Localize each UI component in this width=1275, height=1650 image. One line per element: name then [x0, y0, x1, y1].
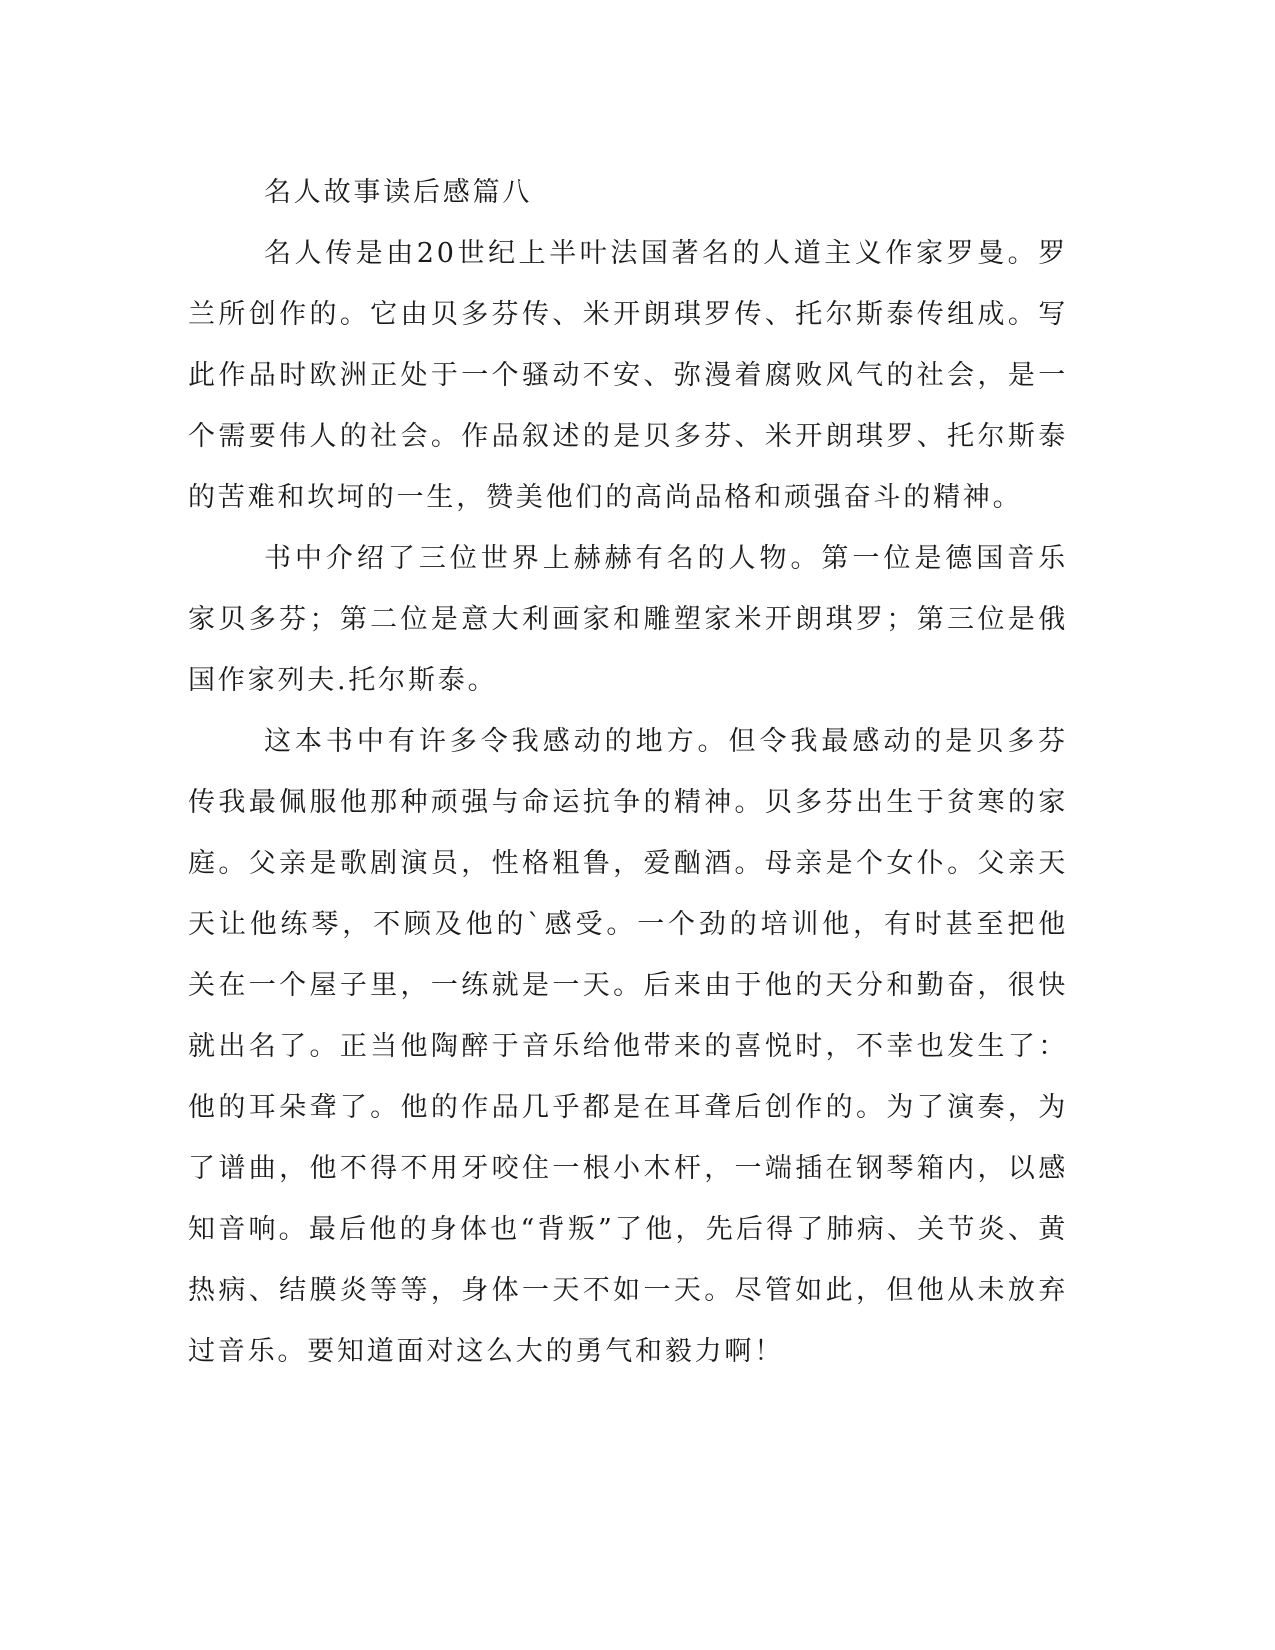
document-body — [188, 162, 1068, 1382]
paragraph-beethoven: 这本书中有许多令我感动的地方。但令我最感动的是贝多芬传我最佩服他那种顽强与命运抗争的精神。贝多芬出生于贫寒的家庭。父亲是歌剧演员，性格粗鲁，爱酗酒。母亲是个女仆。父亲天天让他练琴，不顾及他的`感受。一个劲的培训他，有时甚至把他关在一个屋子里，一练就是一天。后来由于他的天分和勤奋，很快就出名了。正当他陶醉于音乐给他带来的喜悦时，不幸也发生了：他的耳朵聋了。他的作品几乎都是在耳聋后创作的。为了演奏，为了谱曲，他不得不用牙咬住一根小木杆，一端插在钢琴箱内，以感知音响。最后他的身体也“背叛”了他，先后得了肺病、关节炎、黄热病、结膜炎等等，身体一天不如一天。尽管如此，但他从未放弃过音乐。要知道面对这么大的勇气和毅力啊！ — [188, 726, 1068, 1367]
paragraph-three-figures: 书中介绍了三位世界上赫赫有名的人物。第一位是德国音乐家贝多芬；第二位是意大利画家和雕塑家米开朗琪罗；第三位是俄国作家列夫.托尔斯泰。 — [188, 543, 1068, 696]
document-title: 名人故事读后感篇八 — [264, 177, 533, 208]
paragraph-intro: 名人传是由20世纪上半叶法国著名的人道主义作家罗曼。罗兰所创作的。它由贝多芬传、米开朗琪罗传、托尔斯泰传组成。写此作品时欧洲正处于一个骚动不安、弥漫着腐败风气的社会，是一个需要伟人的社会。作品叙述的是贝多芬、米开朗琪罗、托尔斯泰的苦难和坎坷的一生，赞美他们的高尚品格和顽强奋斗的精神。 — [188, 238, 1068, 513]
